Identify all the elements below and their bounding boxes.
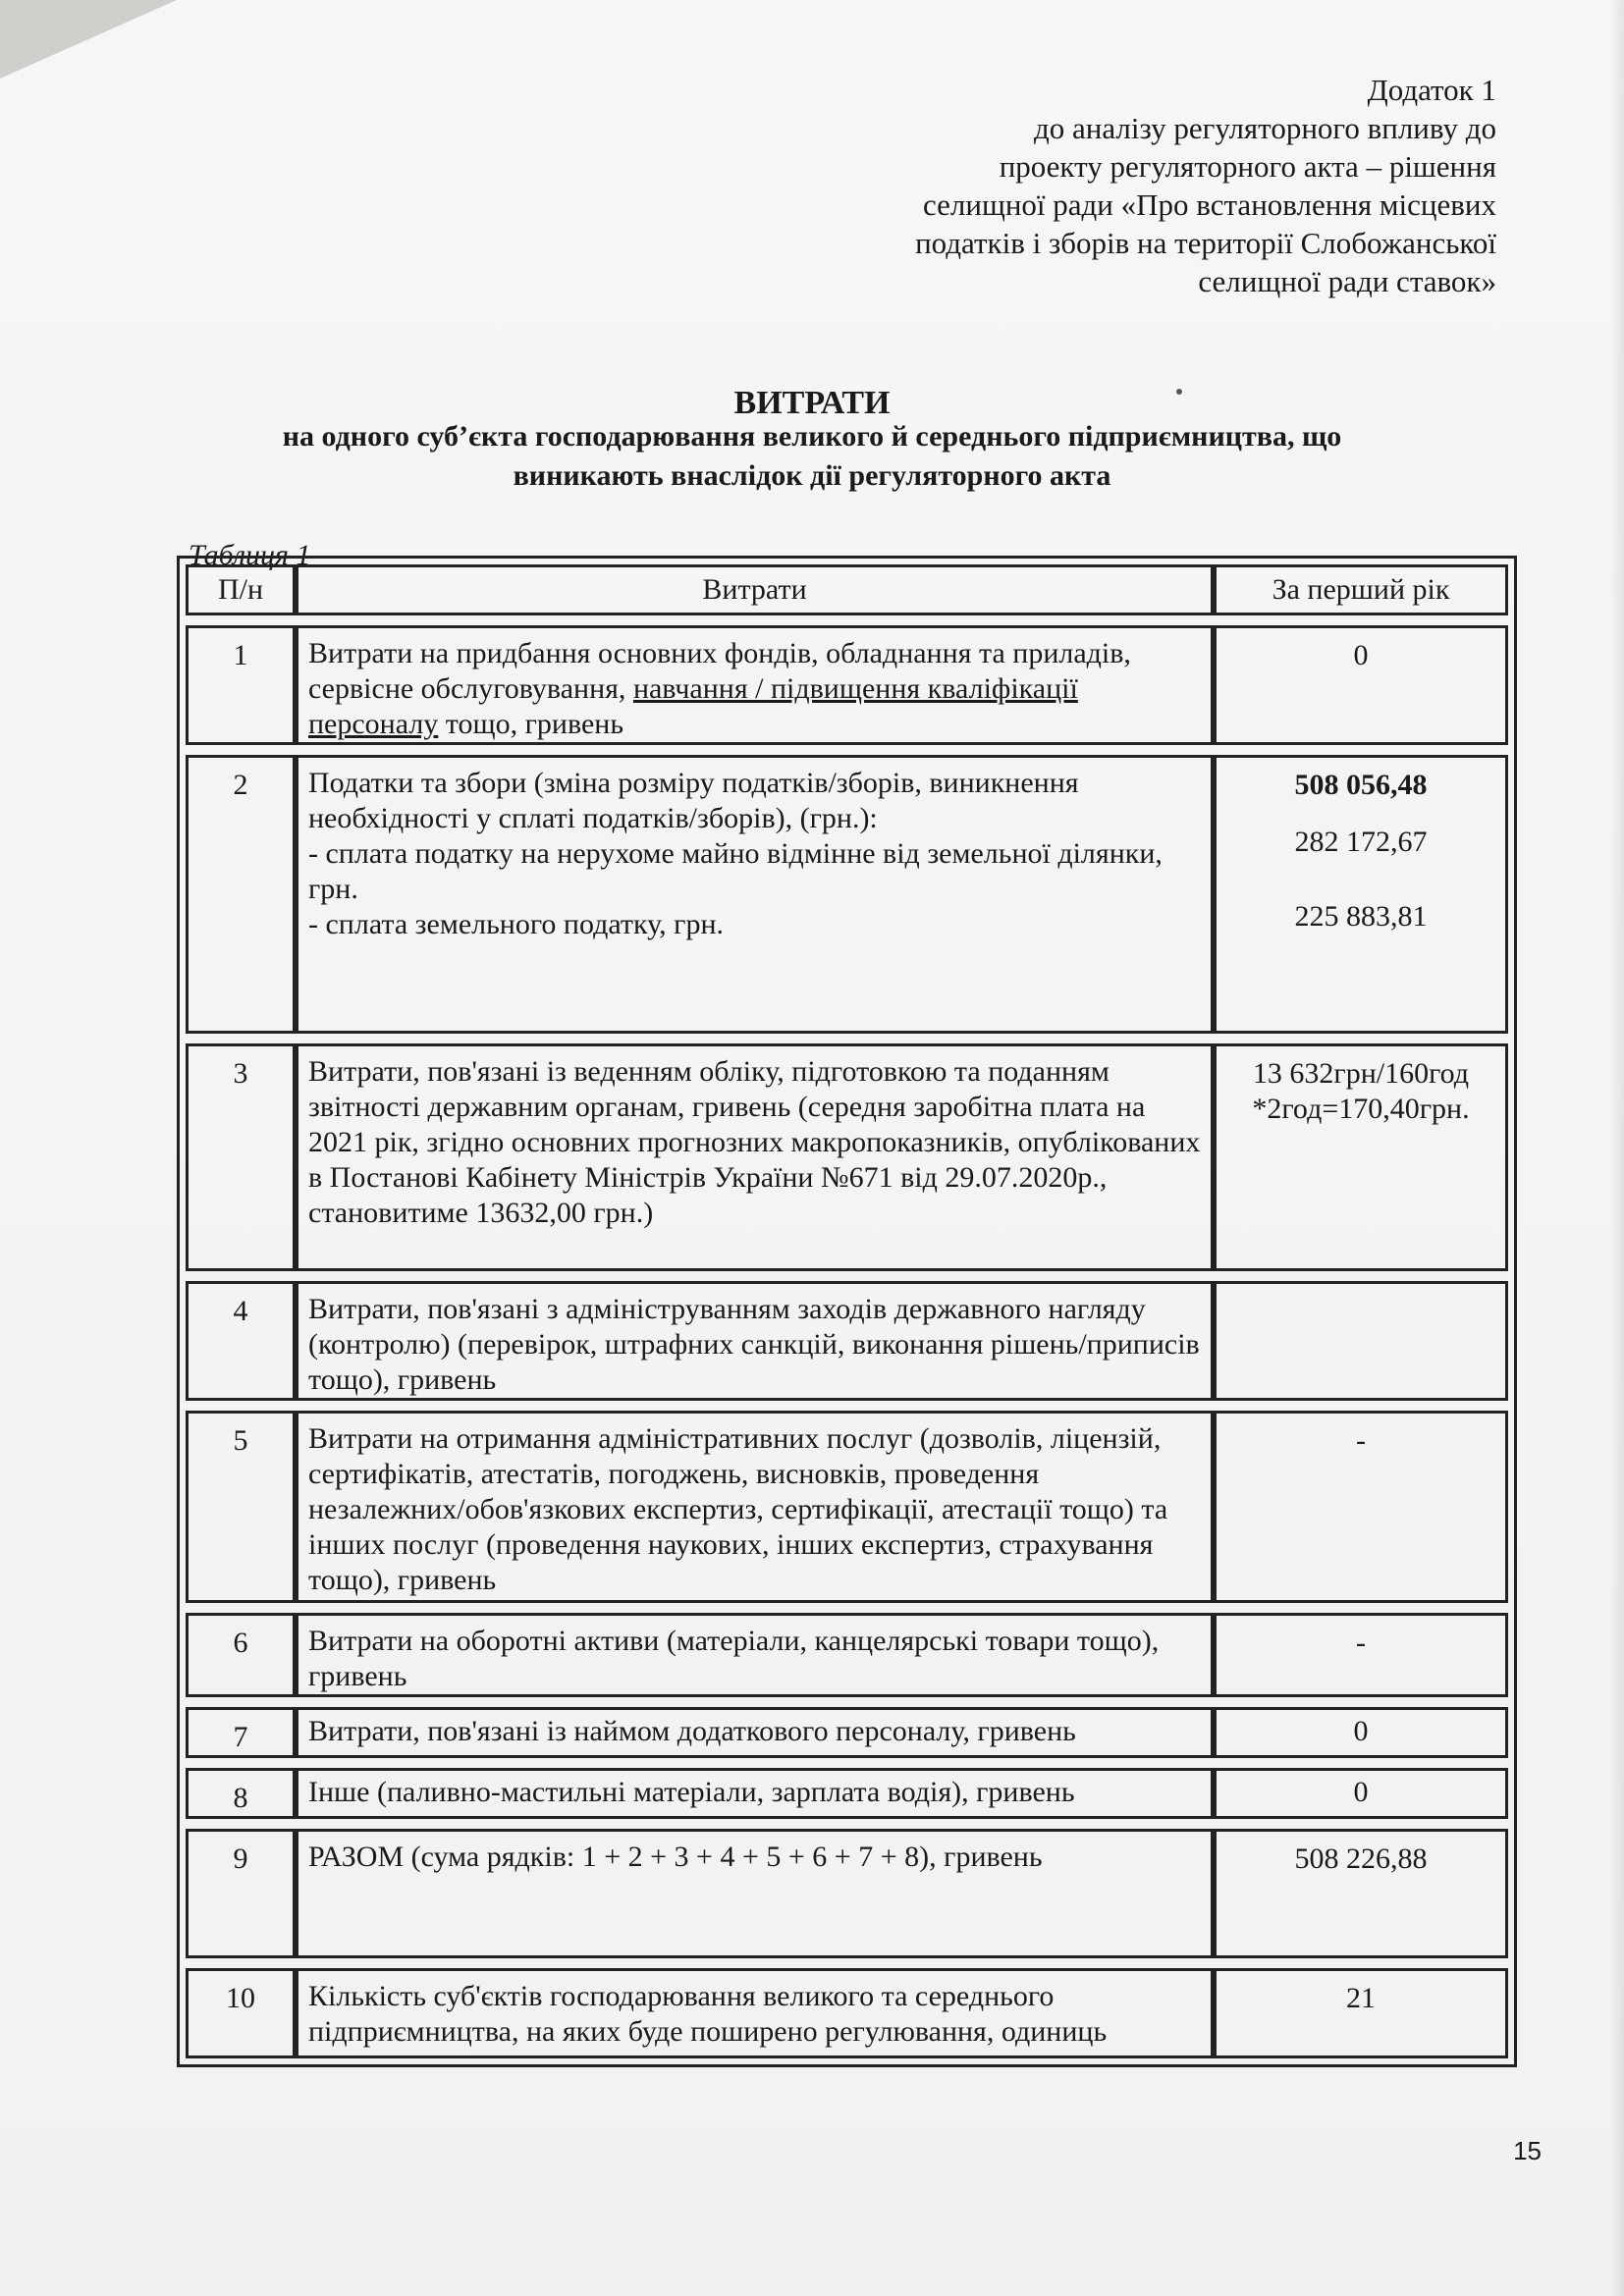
- row-description: [296, 755, 1214, 1034]
- row-5-description: Витрати на отримання адміністративних послуг (дозволів, ліцензій, сертифікатів, атестатів, погоджень, висновків, проведення незалежних/обов'язкових експертиз, сертифікації, атестації тощо) та інших послуг (проведення наукових, інших експертиз, страхування тощо), гривень: [308, 1422, 1168, 1596]
- row-9-description: РАЗОМ (сума рядків: 1 + 2 + 3 + 4 + 5 + 6 + 7 + 8), гривень: [308, 1841, 1043, 1873]
- row-description: [296, 1613, 1214, 1697]
- table-row: [186, 1411, 1508, 1603]
- annex-line-2: до аналізу регуляторного впливу до: [1034, 111, 1496, 145]
- row-number: 7: [186, 1707, 296, 1758]
- document-title: ВИТРАТИ: [733, 385, 891, 421]
- page-edge-shadow: [1610, 0, 1624, 2296]
- row-description: [296, 1768, 1214, 1819]
- table-row: [186, 625, 1508, 745]
- row-6-value: -: [1356, 1627, 1366, 1659]
- row-description: [296, 1968, 1214, 2058]
- row-number: 9: [186, 1829, 296, 1958]
- row-value: [1214, 1043, 1508, 1271]
- row-description: [296, 1281, 1214, 1401]
- row-8-value: 0: [1353, 1776, 1369, 1808]
- row-1-text-tail: тощо, гривень: [438, 708, 624, 740]
- row-description: [296, 1043, 1214, 1271]
- row-3-description: Витрати, пов'язані із веденням обліку, підготовкою та поданням звітності державним органам, гривень (середня заробітна плата на 2021 рік, згідно основних прогнозних макропоказників, опублікованих в Постанові Кабінету Міністрів України №671 від 29.07.2020р., становитиме 13632,00 грн.): [308, 1055, 1201, 1229]
- annex-header: [750, 71, 1496, 300]
- table-caption: Таблиця 1: [189, 539, 311, 571]
- annex-line-3: проекту регуляторного акта – рішення: [999, 149, 1496, 184]
- row-5-value: -: [1356, 1424, 1366, 1457]
- row-number: 2: [186, 755, 296, 1034]
- row-2-land-tax: - сплата земельного податку, грн.: [308, 908, 725, 940]
- table-row: [186, 1043, 1508, 1271]
- row-3-value-line-2: *2год=170,40грн.: [1252, 1093, 1470, 1125]
- table-row: [186, 1613, 1508, 1697]
- row-description: [296, 1411, 1214, 1603]
- table-row: [186, 1707, 1508, 1758]
- row-2-property-tax: - сплата податку на нерухоме майно відмінне від земельної ділянки, грн.: [308, 837, 1163, 905]
- row-8-description: Інше (паливно-мастильні матеріали, зарплата водія), гривень: [308, 1776, 1075, 1808]
- table-row: [186, 755, 1508, 1034]
- row-number: 3: [186, 1043, 296, 1271]
- row-10-value: 21: [1346, 1982, 1376, 2014]
- row-description: [296, 1829, 1214, 1958]
- annex-line-5: податків і зборів на території Слобожанської: [915, 226, 1496, 260]
- annex-line-4: селищної ради «Про встановлення місцевих: [923, 187, 1496, 222]
- annex-line-1: Додаток 1: [1367, 73, 1496, 107]
- row-4-description: Витрати, пов'язані з адмініструванням заходів державного нагляду (контролю) (перевірок, штрафних санкцій, виконання рішень/приписів тощо), гривень: [308, 1293, 1200, 1396]
- annex-line-6: селищної ради ставок»: [1198, 264, 1496, 298]
- row-description: [296, 625, 1214, 745]
- row-2-total-value: 508 056,48: [1294, 769, 1428, 801]
- table-row: [186, 1829, 1508, 1958]
- table-row: [186, 1968, 1508, 2058]
- row-1-value: 0: [1353, 639, 1369, 671]
- row-value: [1214, 625, 1508, 745]
- row-3-value-line-1: 13 632грн/160год: [1252, 1057, 1470, 1090]
- costs-table: [186, 564, 1508, 2058]
- costs-table-wrapper: [177, 556, 1517, 2067]
- row-number: 5: [186, 1411, 296, 1603]
- row-2-property-tax-value: 282 172,67: [1294, 826, 1428, 858]
- row-number: 6: [186, 1613, 296, 1697]
- table-header-row: [186, 564, 1508, 615]
- row-2-description: Податки та збори (зміна розміру податків/зборів, виникнення необхідності у сплаті податків/зборів), (грн.):: [308, 767, 1079, 834]
- row-7-description: Витрати, пов'язані із наймом додаткового персоналу, гривень: [308, 1715, 1076, 1747]
- table-row: [186, 1281, 1508, 1401]
- page-number: 15: [1513, 2136, 1542, 2165]
- row-6-description: Витрати на оборотні активи (матеріали, канцелярські товари тощо), гривень: [308, 1625, 1160, 1692]
- row-value: [1214, 755, 1508, 1034]
- row-number: 10: [186, 1968, 296, 2058]
- row-number: 4: [186, 1281, 296, 1401]
- row-value: [1214, 1281, 1508, 1401]
- document-subtitle-line-1: на одного суб’єкта господарювання великого й середнього підприємництва, що: [282, 420, 1342, 453]
- row-9-total-value: 508 226,88: [1294, 1842, 1428, 1875]
- costs-table-frame: [177, 556, 1517, 2067]
- row-10-description: Кількість суб'єктів господарювання великого та середнього підприємництва, на яких буде поширено регулювання, одиниць: [308, 1980, 1108, 2048]
- row-description: [296, 1707, 1214, 1758]
- folded-corner: [0, 0, 177, 79]
- row-1-description: [308, 628, 1201, 742]
- row-7-value: 0: [1353, 1715, 1369, 1747]
- row-number: 8: [186, 1768, 296, 1819]
- header-costs: Витрати: [296, 564, 1214, 615]
- row-value: [1214, 1829, 1508, 1958]
- row-value: [1214, 1707, 1508, 1758]
- document-subtitle-line-2: виникають внаслідок дії регуляторного акта: [513, 459, 1111, 492]
- row-1-underlined-text: навчання / підвищення кваліфікації персоналу: [308, 672, 1078, 740]
- row-2-land-tax-value: 225 883,81: [1294, 900, 1428, 933]
- row-value: [1214, 1968, 1508, 2058]
- row-value: [1214, 1613, 1508, 1697]
- header-first-year: За перший рік: [1214, 564, 1508, 615]
- row-number: 1: [186, 625, 296, 745]
- row-1-text-part: Витрати на придбання основних фондів, обладнання та приладів, сервісне обслуговування,: [308, 637, 1131, 705]
- row-value: [1214, 1768, 1508, 1819]
- row-value: [1214, 1411, 1508, 1603]
- table-row: [186, 1768, 1508, 1819]
- header-number: П/н: [186, 564, 296, 615]
